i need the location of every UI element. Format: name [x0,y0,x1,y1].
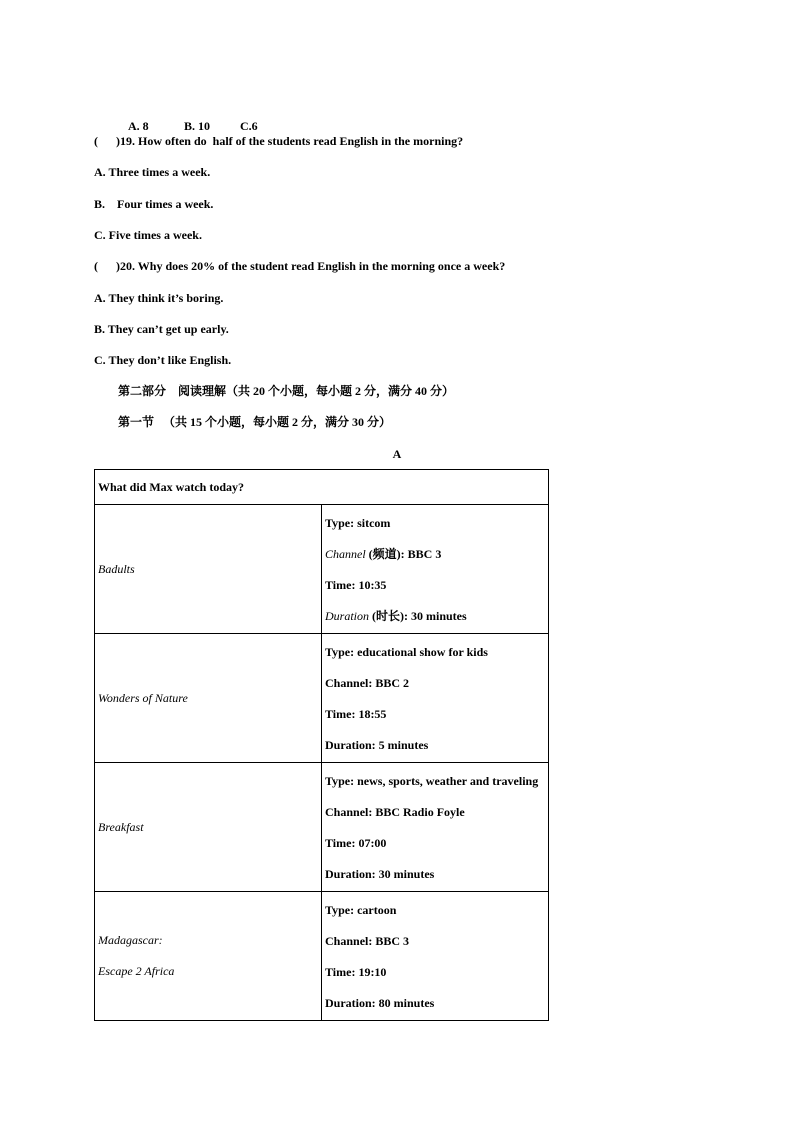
q18-options [122,102,258,134]
program-name-cell [95,763,322,892]
table-body [95,505,549,1021]
table-row [95,634,549,763]
section1-heading: 第一节 （共 15 个小题，每小题 2 分，满分 30 分） [118,415,392,429]
info-label: Channel [325,547,366,561]
info-text: Duration: 5 minutes [325,738,429,752]
program-info-line [325,923,545,954]
table-row [95,892,549,1021]
program-info-line [325,727,545,758]
tv-schedule-table [94,469,549,1021]
program-info-line [325,634,545,665]
table-row [95,763,549,892]
program-name-cell [95,634,322,763]
info-text: Type: educational show for kids [325,645,488,659]
program-info-line [325,892,545,923]
program-info-line [325,985,545,1016]
q20-option-b: B. They can’t get up early. [94,322,229,336]
q18-option-c: C.6 [240,119,258,133]
program-name: Breakfast [98,819,144,834]
table-header-row [95,470,549,505]
program-name: Wonders of Nature [98,690,188,705]
table-row [95,505,549,634]
part2-heading: 第二部分 阅读理解（共 20 个小题，每小题 2 分，满分 40 分） [118,384,455,398]
info-text: (时长): 30 minutes [369,609,467,623]
program-name: Escape 2 Africa [98,964,175,978]
q19-option-c: C. Five times a week. [94,228,202,242]
info-label: Duration [325,609,370,623]
program-info-line [325,954,545,985]
info-text: Duration: 80 minutes [325,996,435,1010]
program-info-line [325,794,545,825]
info-text: Time: 18:55 [325,707,387,721]
program-info-line [325,598,545,629]
program-info-line [325,505,545,536]
info-text: Time: 07:00 [325,836,387,850]
program-info-cell [322,892,549,1021]
program-name: Madagascar: [98,933,163,947]
info-text: Time: 10:35 [325,578,387,592]
program-info-cell [322,505,549,634]
program-info-line [325,665,545,696]
program-name-cell [95,505,322,634]
program-info-cell [322,634,549,763]
program-info-line [325,536,545,567]
q20-option-c: C. They don’t like English. [94,353,232,367]
info-text: Time: 19:10 [325,965,387,979]
program-info-line [325,567,545,598]
info-text: Type: news, sports, weather and traveling [325,774,539,788]
program-info-line [325,696,545,727]
q19-stem: ( )19. How often do half of the students read English in the morning? [94,134,464,148]
q20-stem: ( )20. Why does 20% of the student read English in the morning once a week? [94,259,506,273]
table-header: What did Max watch today? [95,470,549,505]
program-info-line [325,856,545,887]
q18-option-a: A. 8 [128,119,149,133]
info-text: Type: cartoon [325,903,397,917]
program-info-line [325,763,545,794]
info-text: (频道): BBC 3 [365,547,442,561]
program-name-cell [95,892,322,1021]
passage-label: A [392,447,402,461]
info-text: Type: sitcom [325,516,391,530]
q19-option-b: B. Four times a week. [94,197,214,211]
info-text: Duration: 30 minutes [325,867,435,881]
q19-option-a: A. Three times a week. [94,165,211,179]
program-info-line [325,825,545,856]
info-text: Channel: BBC Radio Foyle [325,805,465,819]
info-text: Channel: BBC 2 [325,676,410,690]
program-name: Badults [98,561,135,576]
info-text: Channel: BBC 3 [325,934,410,948]
q18-option-b: B. 10 [184,119,211,133]
program-info-cell [322,763,549,892]
q20-option-a: A. They think it’s boring. [94,291,224,305]
